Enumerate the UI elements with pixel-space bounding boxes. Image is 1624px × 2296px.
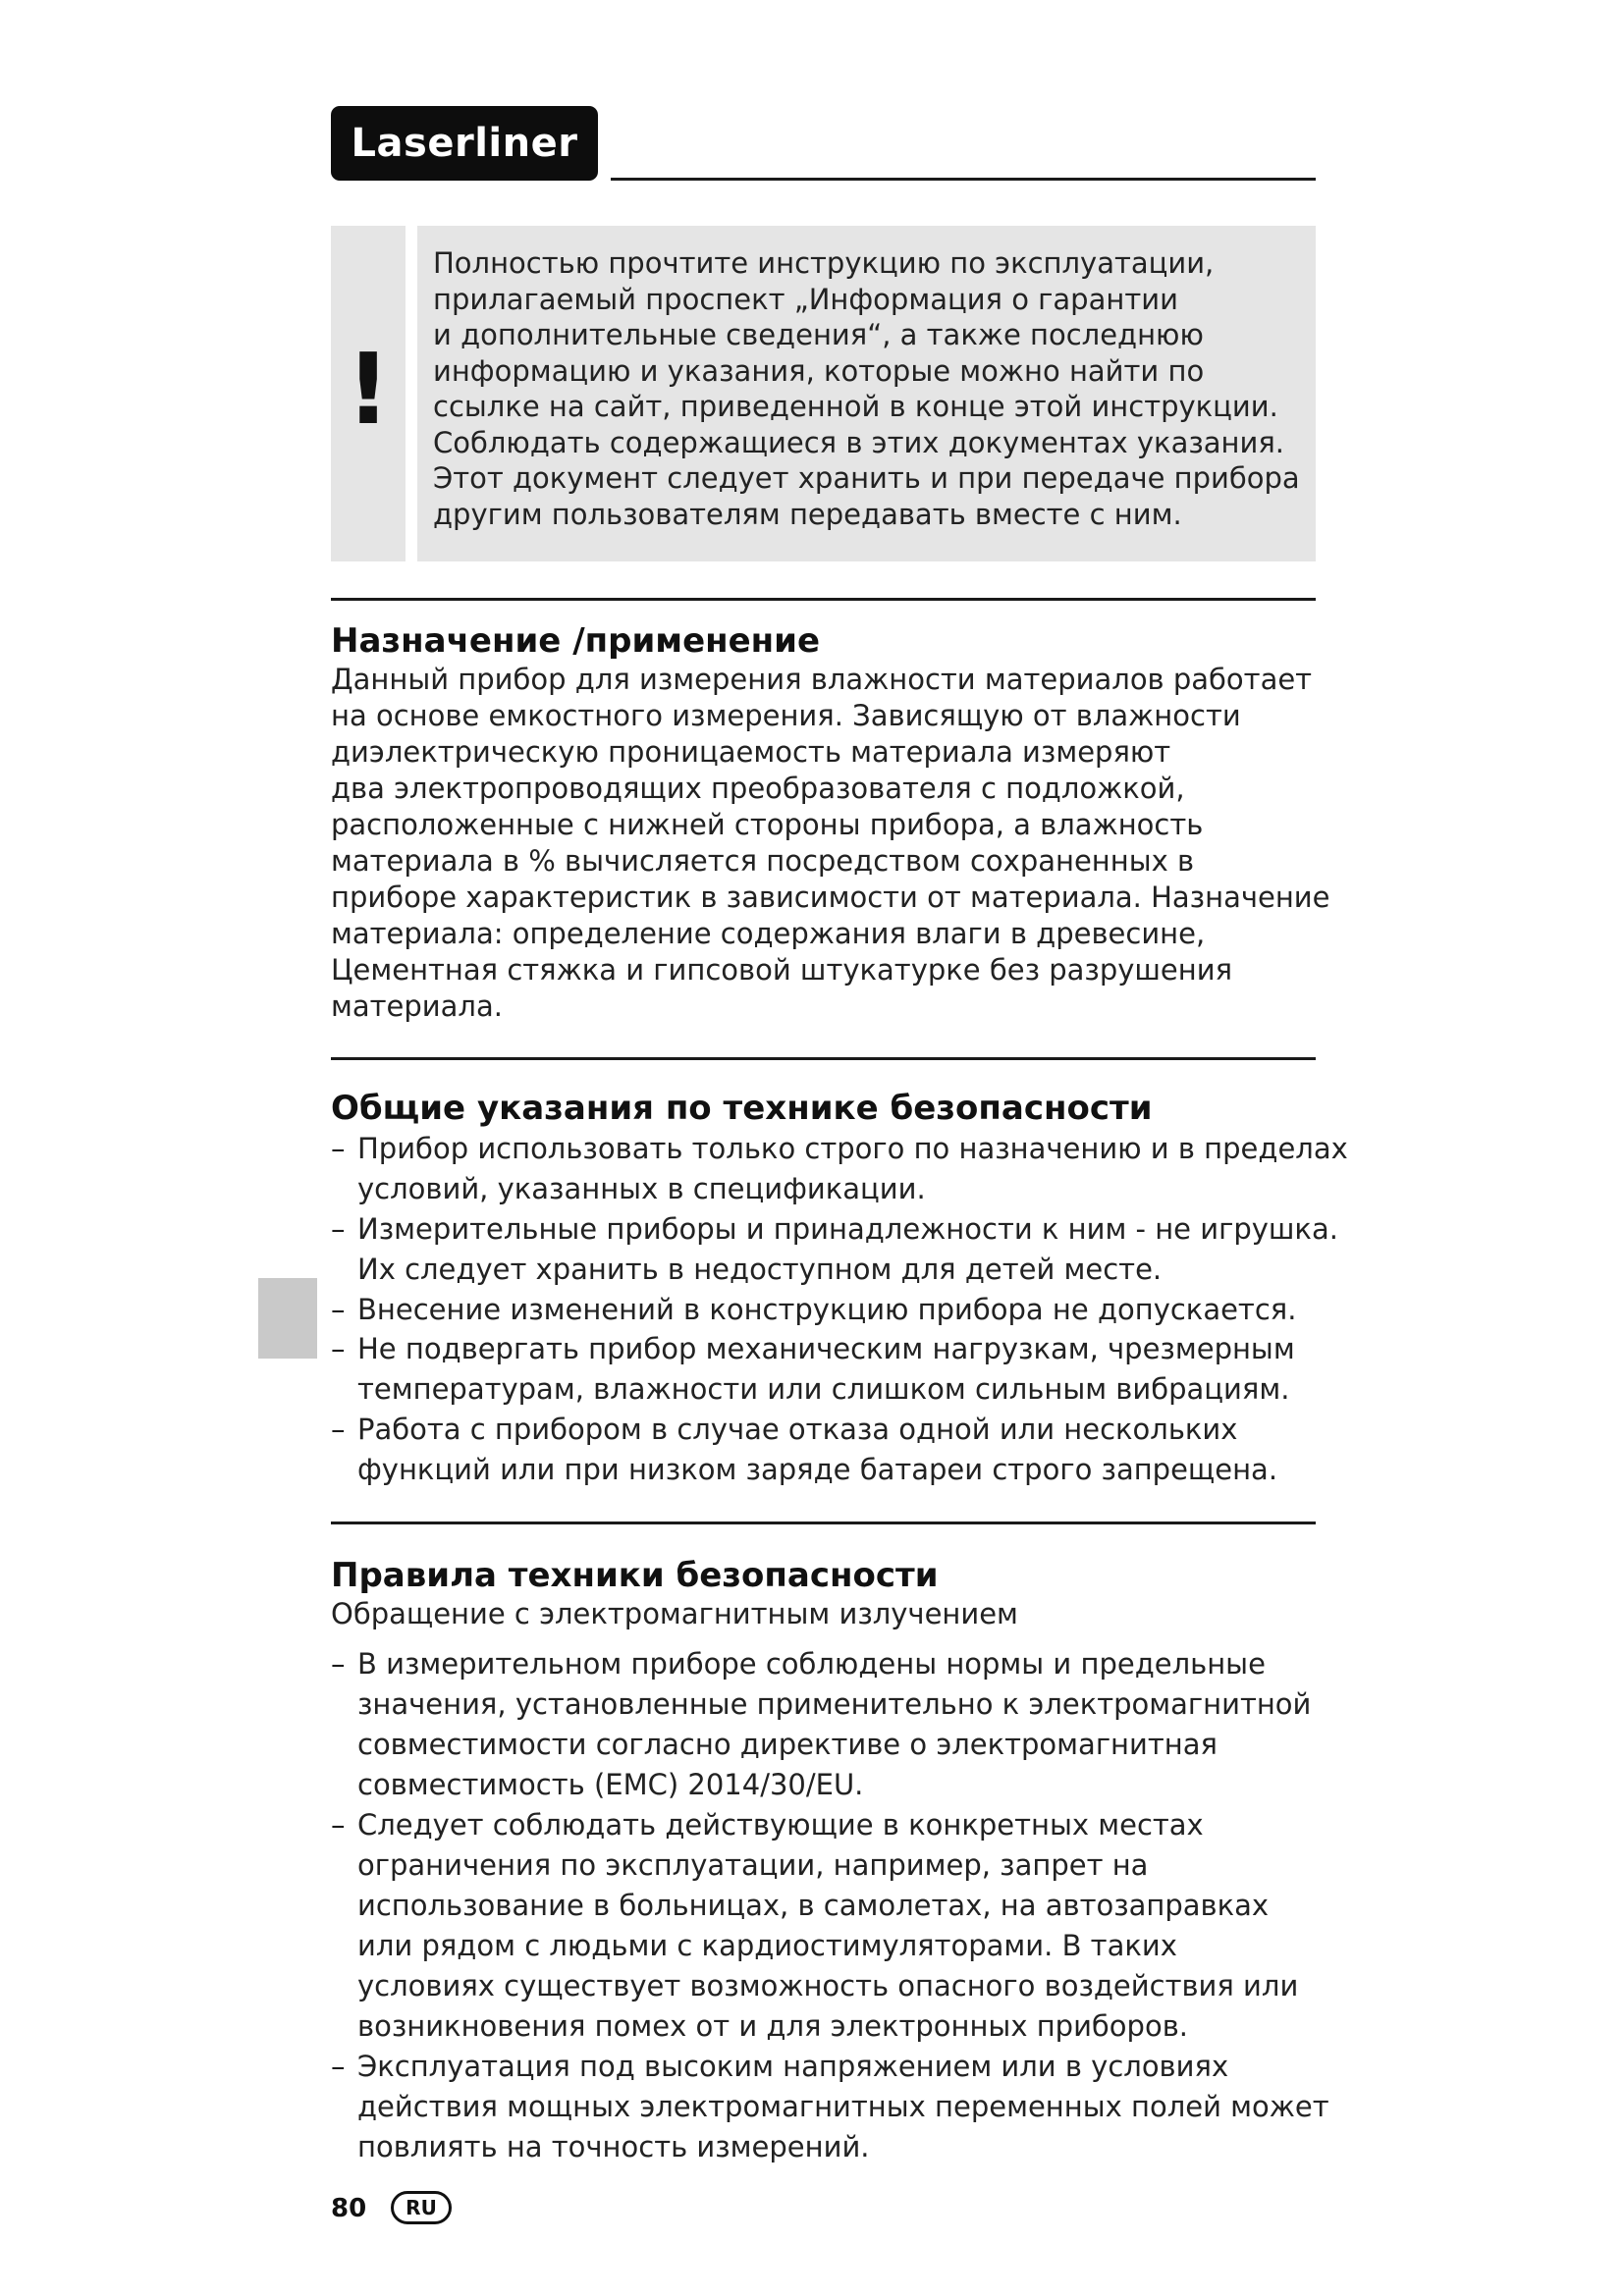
list-item-line: Их следует хранить в недоступном для детей месте. bbox=[357, 1253, 1163, 1286]
list-item-line: совместимость (EMC) 2014/30/EU. bbox=[357, 1768, 864, 1801]
list-item-line: ограничения по эксплуатации, например, запрет на bbox=[357, 1848, 1149, 1882]
list-item-line: Следует соблюдать действующие в конкретных местах bbox=[357, 1808, 1204, 1842]
dash-marker: – bbox=[331, 1413, 346, 1446]
notice-line: прилагаемый проспект „Информация о гарантии bbox=[433, 282, 1178, 316]
list-item-line: условий, указанных в спецификации. bbox=[357, 1172, 926, 1205]
paragraph-line: Данный прибор для измерения влажности материалов работает bbox=[331, 663, 1313, 696]
paragraph-line: два электропроводящих преобразователя с подложкой, bbox=[331, 772, 1185, 805]
list-item-line: температурам, влажности или слишком сильным вибрациям. bbox=[357, 1372, 1290, 1406]
notice-line: Этот документ следует хранить и при передаче прибора bbox=[433, 461, 1300, 495]
dash-marker: – bbox=[331, 2050, 346, 2083]
list-item-line: использование в больницах, в самолетах, на автозаправках bbox=[357, 1889, 1270, 1922]
list-item-line: действия мощных электромагнитных переменных полей может bbox=[357, 2090, 1329, 2123]
paragraph-line: материала. bbox=[331, 989, 503, 1023]
list-item bbox=[331, 1329, 1316, 1410]
list-item bbox=[331, 1805, 1316, 2047]
section-divider bbox=[331, 1057, 1316, 1060]
paragraph-line: Цементная стяжка и гипсовой штукатурке без разрушения bbox=[331, 953, 1233, 987]
list-item bbox=[331, 2047, 1329, 2167]
list-item-line: Не подвергать прибор механическим нагрузкам, чрезмерным bbox=[357, 1332, 1295, 1365]
exclamation-icon: ! bbox=[346, 332, 391, 447]
section-title: Назначение /применение bbox=[331, 621, 821, 661]
list-item bbox=[331, 1290, 1316, 1329]
section-safety-rules bbox=[331, 1555, 1329, 2167]
dash-marker: – bbox=[331, 1808, 346, 1842]
section-tab-marker bbox=[258, 1278, 317, 1359]
dash-marker: – bbox=[331, 1647, 346, 1681]
paragraph-line: диэлектрическую проницаемость материала измеряют bbox=[331, 735, 1171, 769]
section-divider bbox=[331, 598, 1316, 601]
list-item-line: функций или при низком заряде батареи строго запрещена. bbox=[357, 1453, 1278, 1486]
section-title: Общие указания по технике безопасности bbox=[331, 1089, 1153, 1128]
list-item-line: Внесение изменений в конструкцию прибора не допускается. bbox=[357, 1293, 1297, 1326]
notice-line: информацию и указания, которые можно найти по bbox=[433, 353, 1205, 388]
paragraph-line: на основе емкостного измерения. Зависящую от влажности bbox=[331, 699, 1241, 732]
list-item bbox=[331, 1209, 1338, 1290]
section-divider bbox=[331, 1522, 1316, 1524]
list-item bbox=[331, 1129, 1348, 1209]
dash-marker: – bbox=[331, 1332, 346, 1365]
list-item-line: В измерительном приборе соблюдены нормы и предельные bbox=[357, 1647, 1266, 1681]
list-item-line: повлиять на точность измерений. bbox=[357, 2130, 870, 2163]
paragraph-line: материала в % вычисляется посредством сохраненных в bbox=[331, 844, 1195, 878]
list-item-line: совместимости согласно директиве о электромагнитная bbox=[357, 1728, 1218, 1761]
notice-line: и дополнительные сведения“, а также последнюю bbox=[433, 318, 1204, 351]
section-purpose bbox=[331, 620, 1330, 1025]
dash-marker: – bbox=[331, 1293, 346, 1326]
dash-marker: – bbox=[331, 1132, 346, 1165]
list-item-line: Эксплуатация под высоким напряжением или в условиях bbox=[357, 2050, 1229, 2083]
section-title: Правила техники безопасности bbox=[331, 1556, 939, 1595]
list-item-line: Работа с прибором в случае отказа одной или нескольких bbox=[357, 1413, 1238, 1446]
notice-box bbox=[417, 226, 1316, 561]
list-item-line: или рядом с людьми с кардиостимуляторами. В таких bbox=[357, 1929, 1177, 1962]
section-general-safety bbox=[331, 1088, 1348, 1490]
dash-marker: – bbox=[331, 1212, 346, 1246]
paragraph-line: приборе характеристик в зависимости от материала. Назначение bbox=[331, 881, 1330, 914]
list-item bbox=[331, 1410, 1316, 1490]
brand-logo: Laserliner bbox=[331, 106, 598, 181]
list-item-line: Измерительные приборы и принадлежности к ним - не игрушка. bbox=[357, 1212, 1338, 1246]
notice-line: ссылке на сайт, приведенной в конце этой инструкции. bbox=[433, 390, 1278, 423]
list-item-line: Прибор использовать только строго по назначению и в пределах bbox=[357, 1132, 1348, 1165]
list-item-line: значения, установленные применительно к электромагнитной bbox=[357, 1687, 1312, 1721]
list-item-line: условиях существует возможность опасного воздействия или bbox=[357, 1969, 1299, 2002]
header-rule bbox=[611, 178, 1316, 181]
notice-line: другим пользователям передавать вместе с ним. bbox=[433, 497, 1182, 531]
language-badge: RU bbox=[391, 2191, 452, 2224]
page-number: 80 bbox=[331, 2194, 367, 2223]
list-item-line: возникновения помех от и для электронных приборов. bbox=[357, 2009, 1189, 2043]
notice-line: Соблюдать содержащиеся в этих документах указания. bbox=[433, 425, 1284, 459]
list-item bbox=[331, 1644, 1316, 1805]
paragraph-line: расположенные с нижней стороны прибора, а влажность bbox=[331, 808, 1204, 841]
paragraph-line: материала: определение содержания влаги в древесине, bbox=[331, 917, 1206, 950]
section-subtitle: Обращение с электромагнитным излучением bbox=[331, 1597, 1018, 1630]
notice-line: Полностью прочтите инструкцию по эксплуатации, bbox=[433, 246, 1215, 280]
